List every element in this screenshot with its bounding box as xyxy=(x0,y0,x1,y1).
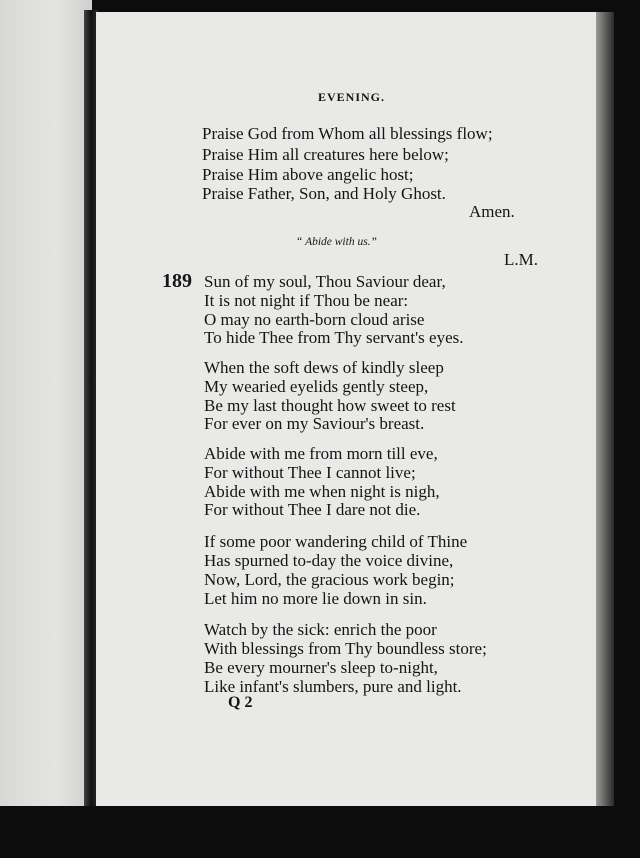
doxology-line: Praise Father, Son, and Holy Ghost. xyxy=(202,184,446,203)
verse-line: For without Thee I dare not die. xyxy=(204,500,421,519)
signature-mark: Q 2 xyxy=(228,694,253,711)
doxology-line: Praise Him above angelic host; xyxy=(202,165,414,184)
verse-line: Like infant's slumbers, pure and light. xyxy=(204,677,462,696)
verse-line: Be every mourner's sleep to-night, xyxy=(204,658,438,677)
hymn-meter: L.M. xyxy=(504,250,538,269)
verse-line: Abide with me when night is nigh, xyxy=(204,482,440,501)
amen: Amen. xyxy=(469,202,515,221)
verse-line: Now, Lord, the gracious work begin; xyxy=(204,570,455,589)
verse-line: Sun of my soul, Thou Saviour dear, xyxy=(204,272,446,291)
verse-line: Be my last thought how sweet to rest xyxy=(204,396,456,415)
hymn-subtitle: “ Abide with us.” xyxy=(296,236,377,248)
verse-line: For ever on my Saviour's breast. xyxy=(204,414,425,433)
verse-line: O may no earth-born cloud arise xyxy=(204,310,425,329)
verse-line: Has spurned to-day the voice divine, xyxy=(204,551,454,570)
facing-page-edge xyxy=(0,0,92,812)
verse-line: Watch by the sick: enrich the poor xyxy=(204,620,437,639)
verse-line: For without Thee I cannot live; xyxy=(204,463,416,482)
verse-line: Abide with me from morn till eve, xyxy=(204,444,438,463)
verse-line: It is not night if Thou be near: xyxy=(204,291,409,310)
verse-line: When the soft dews of kindly sleep xyxy=(204,358,444,377)
verse-line: Let him no more lie down in sin. xyxy=(204,589,427,608)
doxology-line: Praise God from Whom all blessings flow; xyxy=(202,124,493,143)
verse-line: To hide Thee from Thy servant's eyes. xyxy=(204,328,464,347)
running-head: EVENING. xyxy=(318,90,386,104)
scan-background xyxy=(0,806,640,858)
page-edge-shadow xyxy=(596,12,614,812)
verse-line: With blessings from Thy boundless store; xyxy=(204,639,487,658)
verse-line: If some poor wandering child of Thine xyxy=(204,532,468,551)
hymn-number: 189 xyxy=(162,270,192,292)
doxology-line: Praise Him all creatures here below; xyxy=(202,145,449,164)
verse-line: My wearied eyelids gently steep, xyxy=(204,377,429,396)
